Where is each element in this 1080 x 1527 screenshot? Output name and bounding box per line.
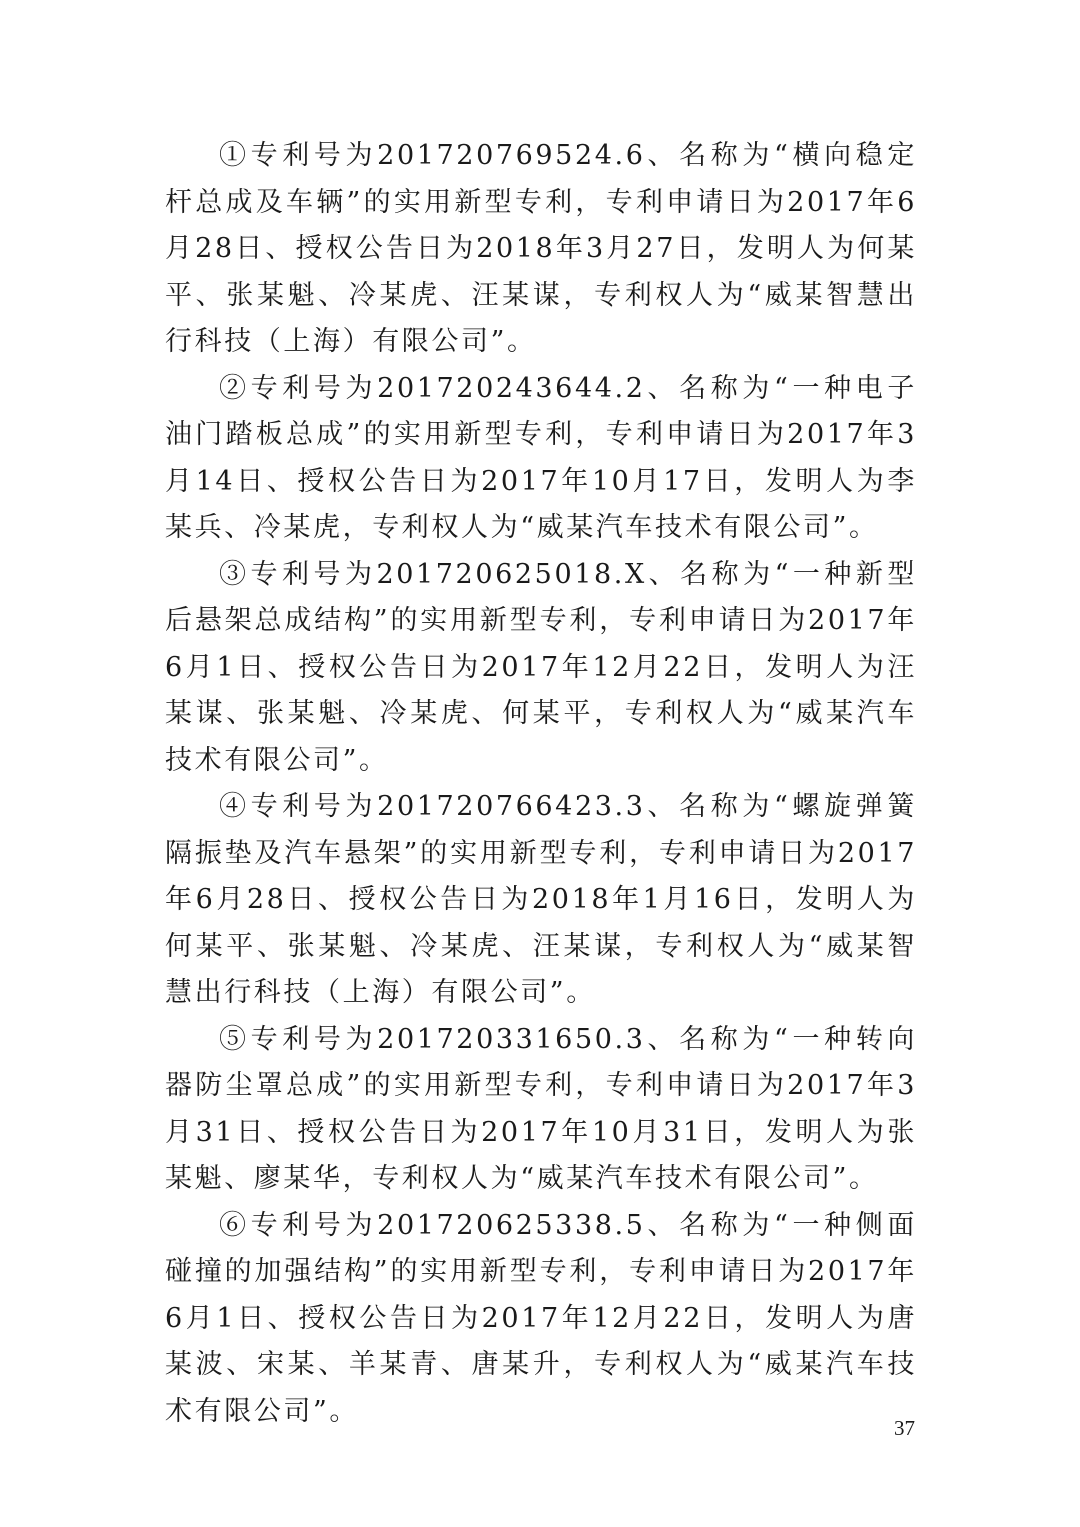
patent-paragraph-4: ④专利号为201720766423.3、名称为“螺旋弹簧隔振垫及汽车悬架”的实用新型专利，专利申请日为2017年6月28日、授权公告日为2018年1月16日，发明人为何某平、张某魁、冷某虎、汪某谋，专利权人为“威某智慧出行科技（上海）有限公司”。 [165, 791, 917, 1008]
patent-paragraph-3: ③专利号为201720625018.X、名称为“一种新型后悬架总成结构”的实用新型专利，专利申请日为2017年6月1日、授权公告日为2017年12月22日，发明人为汪某谋、张某魁、冷某虎、何某平，专利权人为“威某汽车技术有限公司”。 [165, 558, 917, 776]
document-body [165, 133, 917, 1435]
page-number: 37 [894, 1416, 915, 1440]
patent-paragraph-1: ①专利号为201720769524.6、名称为“横向稳定杆总成及车辆”的实用新型专利，专利申请日为2017年6月28日、授权公告日为2018年3月27日，发明人为何某平、张某魁、冷某虎、汪某谋，专利权人为“威某智慧出行科技（上海）有限公司”。 [165, 140, 917, 357]
patent-paragraph-2: ②专利号为201720243644.2、名称为“一种电子油门踏板总成”的实用新型专利，专利申请日为2017年3月14日、授权公告日为2017年10月17日，发明人为李某兵、冷某虎，专利权人为“威某汽车技术有限公司”。 [165, 372, 917, 543]
patent-paragraph-6: ⑥专利号为201720625338.5、名称为“一种侧面碰撞的加强结构”的实用新型专利，专利申请日为2017年6月1日、授权公告日为2017年12月22日，发明人为唐某波、宋某、羊某青、唐某升，专利权人为“威某汽车技术有限公司”。 [165, 1209, 917, 1427]
patent-paragraph-5: ⑤专利号为201720331650.3、名称为“一种转向器防尘罩总成”的实用新型专利，专利申请日为2017年3月31日、授权公告日为2017年10月31日，发明人为张某魁、廖某华，专利权人为“威某汽车技术有限公司”。 [165, 1023, 917, 1194]
